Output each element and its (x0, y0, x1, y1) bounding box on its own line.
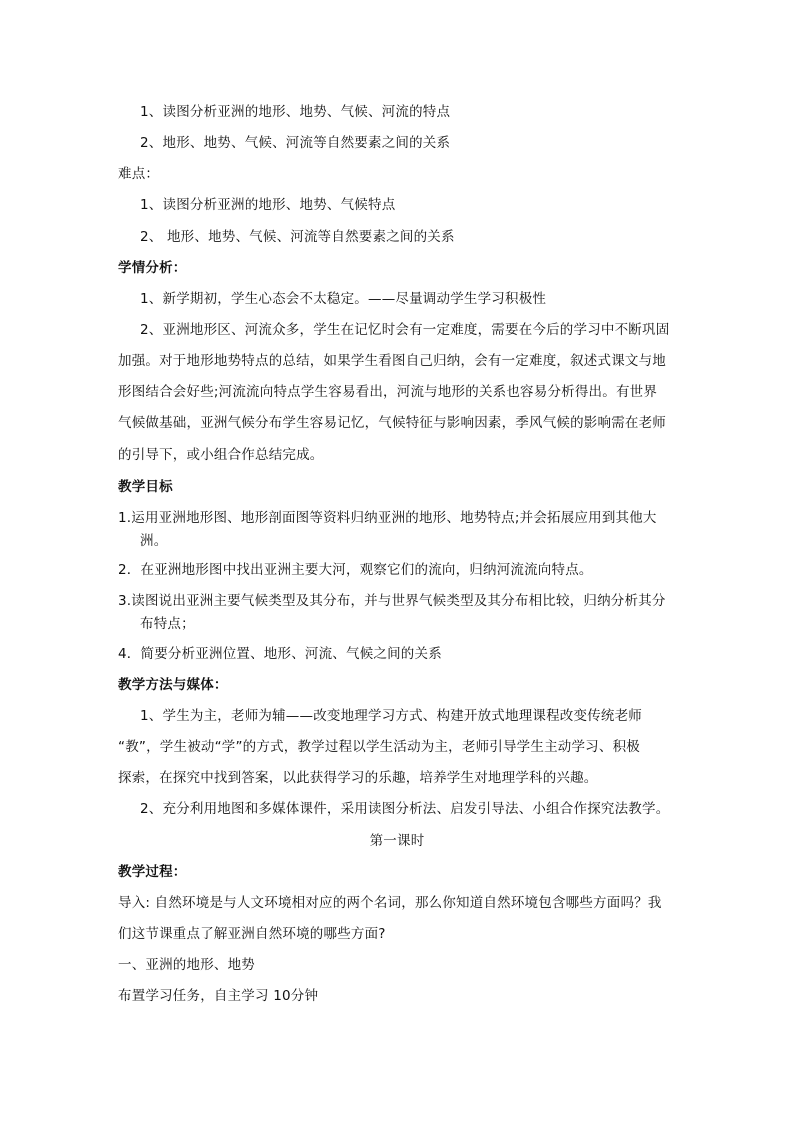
objective-3: 3.读图说出亚洲主要气候类型及其分布，并与世界气候类型及其分布相比较，归纳分析其分 (118, 593, 666, 609)
analysis-text: 气候做基础，亚洲气候分布学生容易记忆，气候特征与影响因素，季风气候的影响需在老师 (118, 415, 666, 431)
analysis-point-1: 1、新学期初，学生心态会不太稳定。——尽量调动学生学习积极性 (140, 291, 547, 307)
task-assignment: 布置学习任务，自主学习 10分钟 (118, 988, 319, 1004)
method-2: 2、充分利用地图和多媒体课件，采用读图分析法、启发引导法、小组合作探究法教学。 (140, 801, 670, 817)
method-1: 1、学生为主，老师为辅——改变地理学习方式、构建开放式地理课程改变传统老师 (140, 708, 642, 724)
method-1-text: 探索，在探究中找到答案，以此获得学习的乐趣，培养学生对地理学科的兴趣。 (118, 770, 598, 786)
objective-1-continued: 洲。 (140, 533, 168, 549)
analysis-text: 的引导下，或小组合作总结完成。 (118, 447, 324, 463)
methods-heading: 教学方法与媒体： (118, 677, 228, 693)
analysis-heading: 学情分析： (118, 260, 187, 276)
process-heading: 教学过程： (118, 864, 187, 880)
objective-3-continued: 布特点； (140, 616, 195, 632)
difficulty-heading: 难点： (118, 166, 160, 182)
difficulty-point-1: 1、读图分析亚洲的地形、地势、气候特点 (140, 197, 396, 213)
focus-point-2: 2、地形、地势、气候、河流等自然要素之间的关系 (140, 135, 451, 151)
objective-1: 1.运用亚洲地形图、地形剖面图等资料归纳亚洲的地形、地势特点;并会拓展应用到其他大 (118, 510, 657, 526)
objective-4: 4．简要分析亚洲位置、地形、河流、气候之间的关系 (118, 646, 442, 662)
difficulty-point-2: 2、 地形、地势、气候、河流等自然要素之间的关系 (140, 229, 455, 245)
analysis-text: 加强。对于地形地势特点的总结，如果学生看图自己归纳，会有一定难度，叙述式课文与地 (118, 353, 666, 369)
focus-point-1: 1、读图分析亚洲的地形、地势、气候、河流的特点 (140, 104, 451, 120)
section-heading: 一、亚洲的地形、地势 (118, 957, 255, 973)
objectives-heading: 教学目标 (118, 479, 173, 495)
analysis-text: 形图结合会好些;河流流向特点学生容易看出，河流与地形的关系也容易分析得出。有世界 (118, 384, 658, 400)
introduction: 导入: 自然环境是与人文环境相对应的两个名词，那么你知道自然环境包含哪些方面吗？我 (118, 895, 662, 911)
analysis-point-2: 2、亚洲地形区、河流众多，学生在记忆时会有一定难度，需要在今后的学习中不断巩固 (140, 322, 670, 338)
method-1-text: “教”，学生被动“学”的方式，教学过程以学生活动为主，老师引导学生主动学习、积极 (118, 739, 640, 755)
lesson-title: 第一课时 (369, 833, 425, 849)
objective-2: 2．在亚洲地形图中找出亚洲主要大河，观察它们的流向，归纳河流流向特点。 (118, 562, 593, 578)
introduction-continued: 们这节课重点了解亚洲自然环境的哪些方面? (118, 926, 386, 942)
